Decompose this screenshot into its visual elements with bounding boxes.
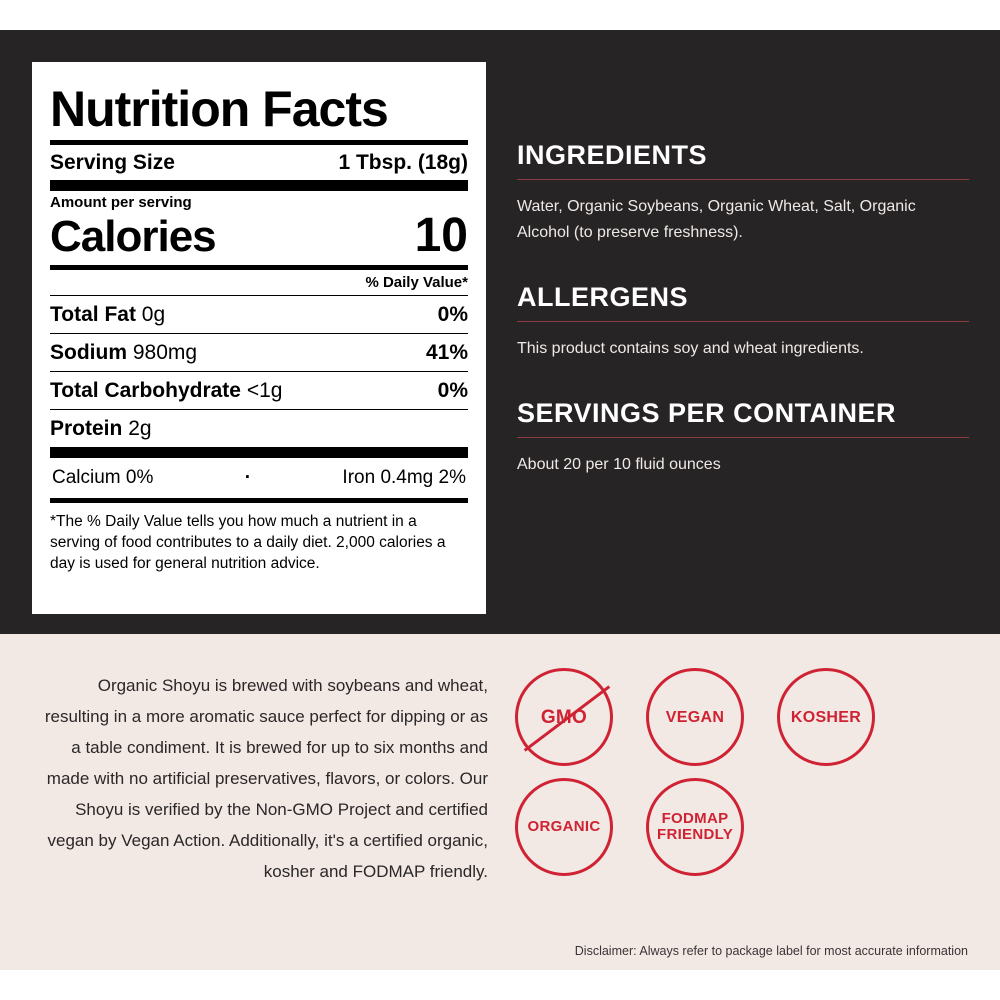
badge-label: KOSHER xyxy=(790,708,862,726)
badge-organic xyxy=(515,778,613,876)
badge-label: FODMAP FRIENDLY xyxy=(656,810,734,843)
divider xyxy=(50,180,468,191)
calories-value: 10 xyxy=(414,209,468,262)
nutrient-label: Total Carbohydrate xyxy=(50,379,241,402)
nutrient-amount: 2g xyxy=(128,417,152,440)
badge-label: VEGAN xyxy=(665,708,725,726)
info-column xyxy=(517,140,969,514)
nutrient-row-protein xyxy=(50,410,468,447)
iron-value: Iron 0.4mg 2% xyxy=(342,467,466,488)
product-description: Organic Shoyu is brewed with soybeans and wheat, resulting in a more aromatic sauce perfect for dipping or as a table condiment. It is brewed for up to six months and made with no artificial preservatives, flavors, or colors. Our Shoyu is verified by the Non-GMO Project and certified vegan by Vegan Action. Additionally, it's a certified organic, kosher and FODMAP friendly. xyxy=(44,676,488,881)
servings-per-container-heading: SERVINGS PER CONTAINER xyxy=(517,398,897,428)
daily-value-header: % Daily Value* xyxy=(365,274,468,291)
nutrient-row-total-carbohydrate xyxy=(50,372,468,409)
badge-label: GMO xyxy=(540,706,588,728)
badge-kosher xyxy=(777,668,875,766)
nutrient-amount: 0g xyxy=(141,303,166,326)
badge-label: ORGANIC xyxy=(527,818,601,835)
nutrient-name xyxy=(50,379,282,403)
nutrient-amount: 980mg xyxy=(132,341,198,364)
nutrient-amount: <1g xyxy=(246,379,283,402)
calories-label: Calories xyxy=(50,212,216,261)
nutrient-percent: 0% xyxy=(437,303,468,326)
allergens-heading: ALLERGENS xyxy=(517,282,689,312)
nutrient-name xyxy=(50,417,152,441)
divider xyxy=(517,179,969,180)
nutrient-row-sodium xyxy=(50,334,468,371)
divider xyxy=(517,321,969,322)
nutrient-label: Protein xyxy=(50,417,123,440)
badge-fodmap-friendly xyxy=(646,778,744,876)
badge-row-2 xyxy=(515,778,935,876)
ingredients-body: Water, Organic Soybeans, Organic Wheat, Salt, Organic Alcohol (to preserve freshness). xyxy=(517,198,916,241)
allergens-body: This product contains soy and wheat ingredients. xyxy=(517,340,864,357)
minerals-row xyxy=(50,458,468,498)
serving-size-value: 1 Tbsp. (18g) xyxy=(338,151,468,174)
badge-row-1 xyxy=(515,668,935,766)
nutrition-facts-title: Nutrition Facts xyxy=(50,81,388,137)
serving-size-label: Serving Size xyxy=(50,151,175,174)
nutrient-percent: 0% xyxy=(437,379,468,402)
divider xyxy=(50,447,468,458)
badge-vegan xyxy=(646,668,744,766)
serving-size-row xyxy=(50,145,468,180)
nutrient-label: Sodium xyxy=(50,341,127,364)
nutrient-name xyxy=(50,303,165,327)
amount-per-serving-label: Amount per serving xyxy=(50,194,192,211)
divider xyxy=(517,437,969,438)
ingredients-heading: INGREDIENTS xyxy=(517,140,708,170)
badge-non-gmo xyxy=(515,668,613,766)
minerals-separator: · xyxy=(244,467,252,488)
no-slash-icon xyxy=(524,685,610,751)
nutrient-name xyxy=(50,341,197,365)
nutrition-facts-card xyxy=(32,62,486,614)
calcium-value: Calcium 0% xyxy=(52,467,154,488)
calories-row xyxy=(50,211,468,265)
disclaimer-text: Disclaimer: Always refer to package label for most accurate information xyxy=(574,944,968,958)
certification-badges xyxy=(515,668,935,888)
servings-per-container-body: About 20 per 10 fluid ounces xyxy=(517,456,721,473)
nutrient-row-total-fat xyxy=(50,296,468,333)
nutrient-label: Total Fat xyxy=(50,303,136,326)
daily-value-footnote: *The % Daily Value tells you how much a nutrient in a serving of food contributes to a daily diet. 2,000 calories a day is used for general nutrition advice. xyxy=(50,513,446,572)
nutrient-percent: 41% xyxy=(425,341,468,364)
